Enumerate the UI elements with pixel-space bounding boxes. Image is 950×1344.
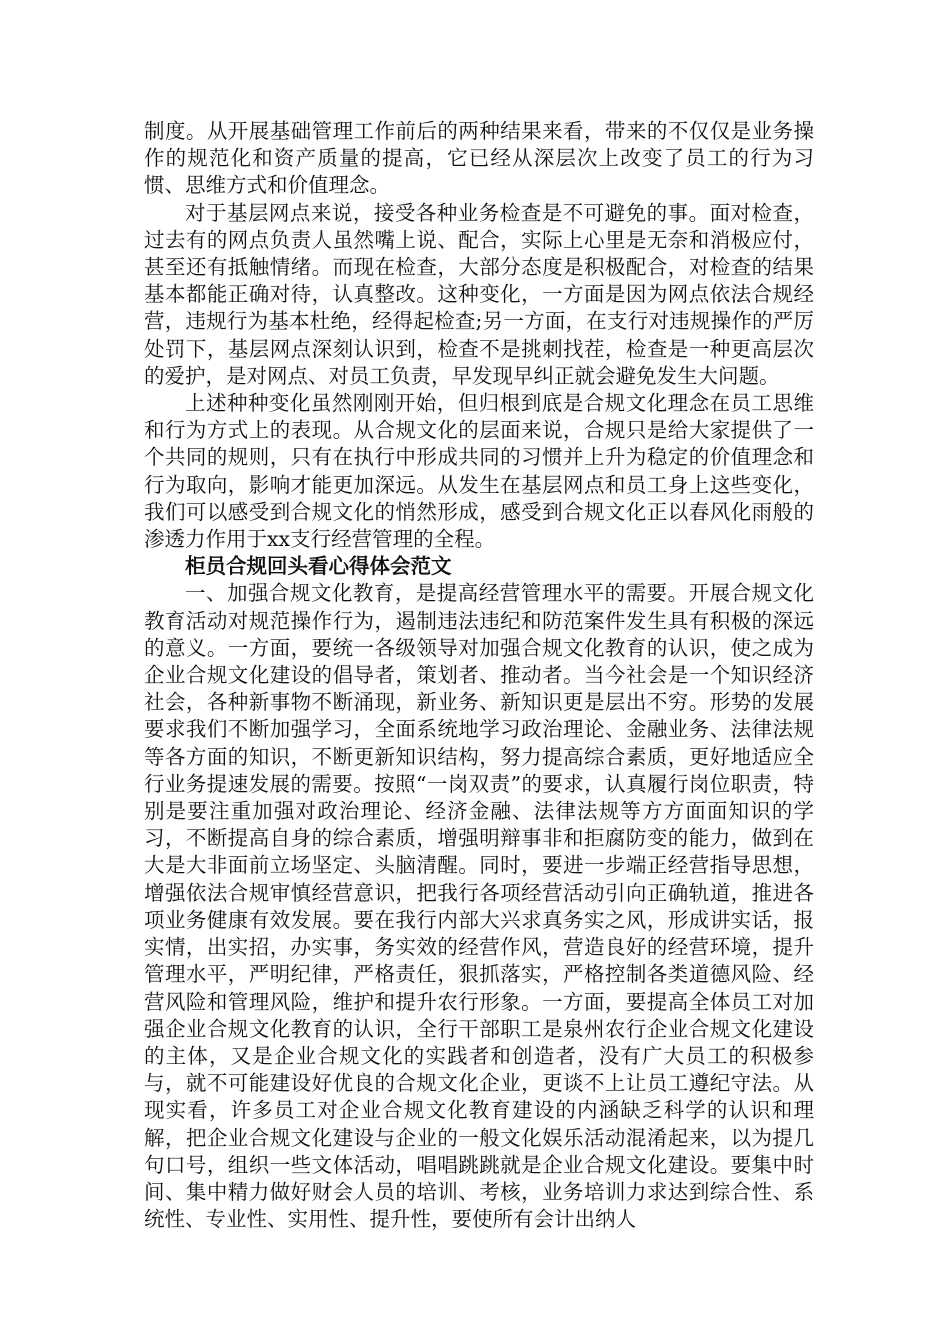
paragraph-continuation: 制度。从开展基础管理工作前后的两种结果来看，带来的不仅仅是业务操作的规范化和资产质量的提高，它已经从深层次上改变了员工的行为习惯、思维方式和价值理念。 (144, 119, 814, 198)
section-heading: 柜员合规回头看心得体会范文 (185, 554, 452, 579)
document-page (144, 118, 814, 1233)
paragraph-education: 一、加强合规文化教育，是提高经营管理水平的需要。开展合规文化教育活动对规范操作行为，遏制违法违纪和防范案件发生具有积极的深远的意义。一方面，要统一各级领导对加强合规文化教育的认识，使之成为企业合规文化建设的倡导者，策划者、推动者。当今社会是一个知识经济社会，各种新事物不断涌现，新业务、新知识更是层出不穷。形势的发展要求我们不断加强学习，全面系统地学习政治理论、金融业务、法律法规等各方面的知识，不断更新知识结构，努力提高综合素质，更好地适应全行业务提速发展的需要。按照“一岗双责”的要求，认真履行岗位职责，特别是要注重加强对政治理论、经济金融、法律法规等方方面面知识的学习，不断提高自身的综合素质，增强明辩事非和拒腐防变的能力，做到在大是大非面前立场坚定、头脑清醒。同时，要进一步端正经营指导思想，增强依法合规审慎经营意识，把我行各项经营活动引向正确轨道，推进各项业务健康有效发展。要在我行内部大兴求真务实之风，形成讲实话，报实情，出实招，办实事，务实效的经营作风，营造良好的经营环境，提升管理水平，严明纪律，严格责任，狠抓落实，严格控制各类道德风险、经营风险和管理风险，维护和提升农行形象。一方面，要提高全体员工对加强企业合规文化教育的认识，全行干部职工是泉州农行企业合规文化建设的主体，又是企业合规文化的实践者和创造者，没有广大员工的积极参与，就不可能建设好优良的合规文化企业，更谈不上让员工遵纪守法。从现实看，许多员工对企业合规文化教育建设的内涵缺乏科学的认识和理解，把企业合规文化建设与企业的一般文化娱乐活动混淆起来，以为提几句口号，组织一些文体活动，唱唱跳跳就是企业合规文化建设。要集中时间、集中精力做好财会人员的培训、考核，业务培训力求达到综合性、系统性、专业性、实用性、提升性，要使所有会计出纳人 (144, 581, 814, 1232)
paragraph-inspection: 对于基层网点来说，接受各种业务检查是不可避免的事。面对检查，过去有的网点负责人虽然嘴上说、配合，实际上心里是无奈和消极应付，甚至还有抵触情绪。而现在检查，大部分态度是积极配合，对检查的结果基本都能正确对待，认真整改。这种变化，一方面是因为网点依法合规经营，违规行为基本杜绝，经得起检查;另一方面，在支行对违规操作的严厉处罚下，基层网点深刻认识到，检查不是挑刺找茬，检查是一种更高层次的爱护，是对网点、对员工负责，早发现早纠正就会避免发生大问题。 (144, 200, 814, 388)
paragraph-compliance-culture: 上述种种变化虽然刚刚开始，但归根到底是合规文化理念在员工思维和行为方式上的表现。从合规文化的层面来说，合规只是给大家提供了一个共同的规则，只有在执行中形成共同的习惯并上升为稳定的价值理念和行为取向，影响才能更加深远。从发生在基层网点和员工身上这些变化，我们可以感受到合规文化的悄然形成，感受到合规文化正以春风化雨般的渗透力作用于xx支行经营管理的全程。 (144, 391, 814, 552)
